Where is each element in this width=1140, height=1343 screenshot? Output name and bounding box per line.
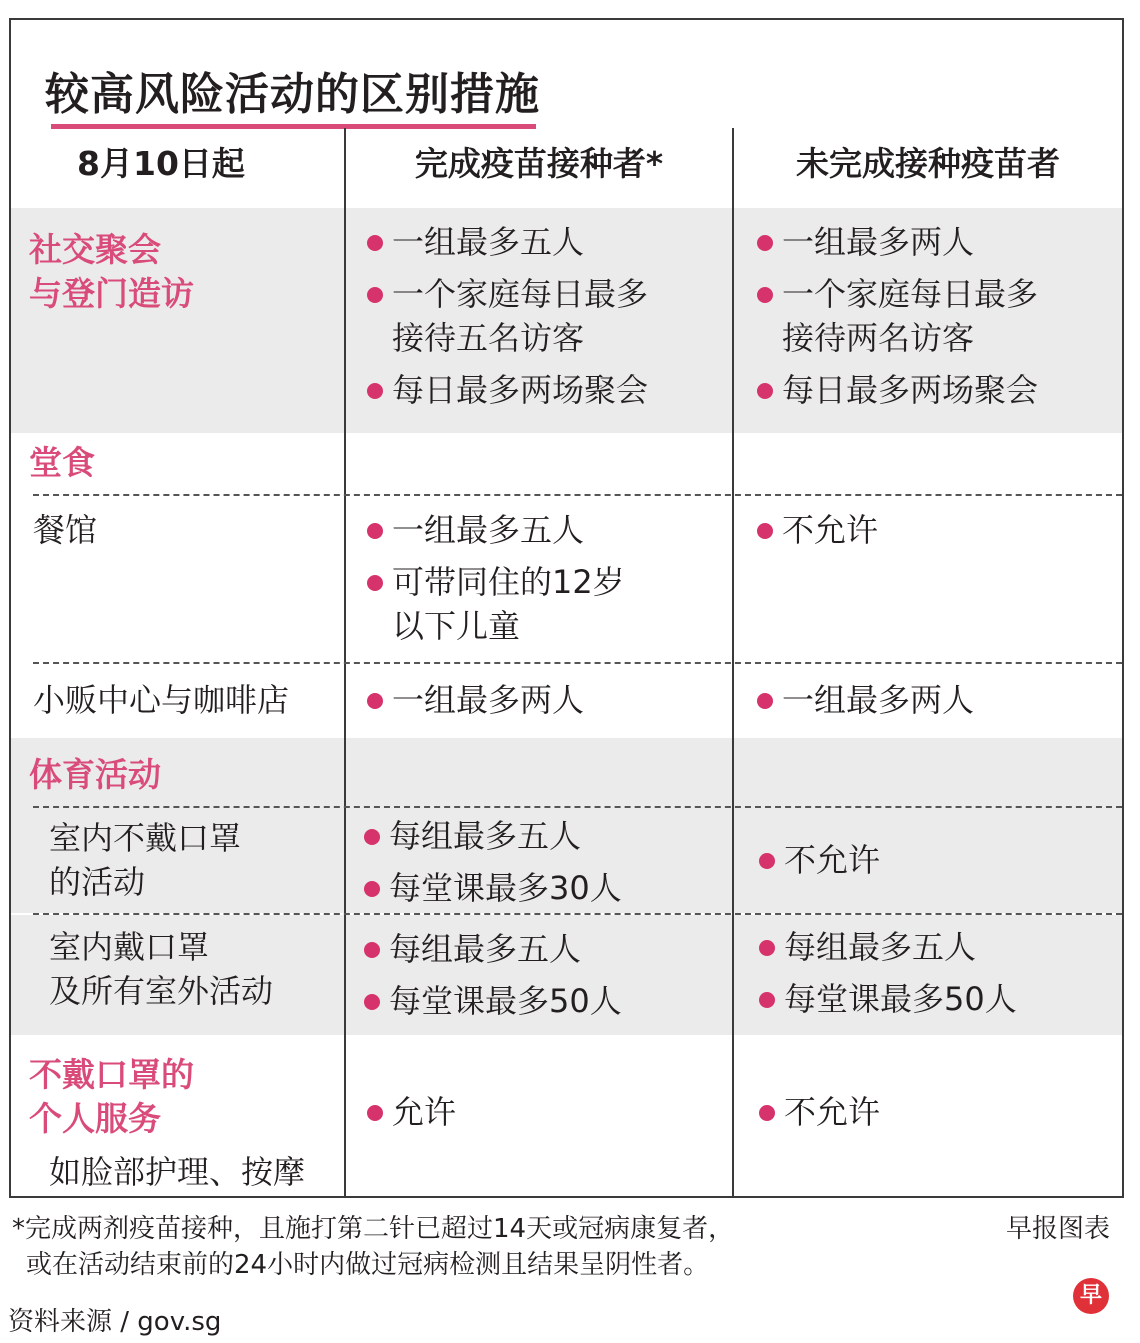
unmasked-indoor-label-line2: 的活动: [49, 863, 146, 901]
social-unvaccinated: [756, 220, 1038, 412]
table-frame: [9, 18, 1124, 1198]
category-personal-services: [29, 1053, 194, 1141]
footnote-line2: 或在活动结束前的24小时内做过冠病检测且结果呈阴性者。: [26, 1250, 710, 1280]
hawker-vaccinated: [366, 678, 584, 722]
header-unvaccinated: 未完成接种疫苗者: [796, 144, 1060, 183]
list-item-continued: 接待五名访客: [392, 319, 585, 357]
masked-vaccinated: [363, 927, 622, 1023]
list-item-continued: 以下儿童: [392, 607, 521, 645]
list-item: 每组最多五人: [363, 814, 622, 858]
unmasked-indoor-unvaccinated: [758, 838, 880, 882]
divider-dashed: [33, 913, 1122, 915]
divider-dashed: [33, 806, 1122, 808]
list-item: 一组最多两人: [756, 220, 1038, 264]
list-item: 每日最多两场聚会: [366, 368, 648, 412]
category-social-line1: 社交聚会: [29, 230, 161, 269]
list-item: 一组最多两人: [756, 678, 974, 722]
category-social-line2: 与登门造访: [29, 274, 194, 313]
list-item: 每日最多两场聚会: [756, 368, 1038, 412]
category-dining: 堂食: [29, 443, 95, 482]
masked-label-line1: 室内戴口罩: [49, 928, 210, 966]
list-item: 不允许: [756, 508, 878, 552]
list-item: 每堂课最多50人: [363, 979, 622, 1023]
list-item: 每堂课最多50人: [758, 977, 1017, 1021]
divider-dashed: [33, 494, 1122, 496]
restaurant-unvaccinated: [756, 508, 878, 552]
personal-services-example: 如脸部护理、按摩: [49, 1153, 306, 1191]
personal-unvaccinated: [758, 1090, 880, 1134]
masked-label-line2: 及所有室外活动: [49, 972, 274, 1010]
page-title: 较高风险活动的区别措施: [45, 69, 540, 120]
source-label: 资料来源 / gov.sg: [8, 1307, 222, 1337]
zaobao-logo-icon: 早: [1073, 1278, 1109, 1314]
list-item: 每堂课最多30人: [363, 866, 622, 910]
header-vaccinated: 完成疫苗接种者*: [414, 144, 664, 183]
list-item: 可带同住的12岁: [366, 560, 625, 604]
title-underline: [51, 124, 536, 129]
list-item-continued: 接待两名访客: [782, 319, 975, 357]
category-sports: 体育活动: [29, 755, 161, 794]
list-item: 不允许: [758, 1090, 880, 1134]
restaurant-vaccinated: [366, 508, 625, 648]
personal-vaccinated: [366, 1090, 456, 1134]
hawker-unvaccinated: [756, 678, 974, 722]
unmasked-indoor-label: [49, 816, 241, 904]
divider-dashed: [33, 662, 1122, 664]
footnote-line1: *完成两剂疫苗接种，且施打第二针已超过14天或冠病康复者，: [12, 1214, 735, 1244]
hawker-label: 小贩中心与咖啡店: [33, 681, 290, 719]
list-item: 每组最多五人: [758, 925, 1017, 969]
list-item: 一组最多五人: [366, 220, 648, 264]
unmasked-indoor-label-line1: 室内不戴口罩: [49, 819, 242, 857]
category-personal-line1: 不戴口罩的: [29, 1055, 194, 1094]
list-item: 每组最多五人: [363, 927, 622, 971]
masked-unvaccinated: [758, 925, 1017, 1021]
list-item: 一组最多两人: [366, 678, 584, 722]
list-item: 允许: [366, 1090, 456, 1134]
social-vaccinated: [366, 220, 648, 412]
header-date: 8月10日起: [77, 144, 245, 183]
unmasked-indoor-vaccinated: [363, 814, 622, 910]
list-item: 一组最多五人: [366, 508, 625, 552]
list-item: 一个家庭每日最多: [756, 272, 1038, 316]
list-item: 一个家庭每日最多: [366, 272, 648, 316]
masked-label: [49, 925, 273, 1013]
category-personal-line2: 个人服务: [29, 1099, 161, 1138]
credit-label: 早报图表: [1006, 1214, 1111, 1244]
restaurant-label: 餐馆: [33, 511, 98, 549]
category-social: [29, 228, 194, 316]
list-item: 不允许: [758, 838, 880, 882]
